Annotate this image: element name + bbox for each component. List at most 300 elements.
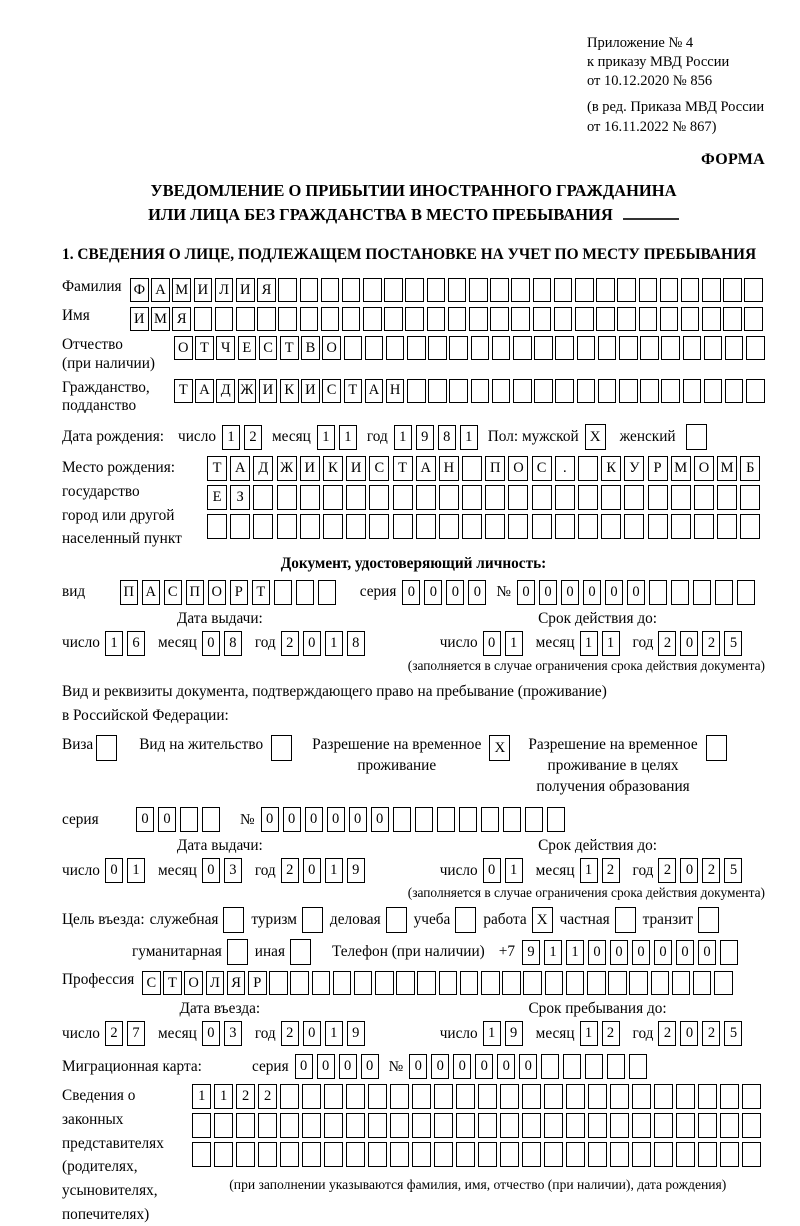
form-cell[interactable] (462, 456, 482, 481)
form-cell[interactable] (253, 485, 273, 510)
form-cell[interactable] (369, 485, 389, 510)
form-cell[interactable]: С (142, 971, 161, 995)
form-cell[interactable] (375, 971, 394, 995)
form-cell[interactable] (585, 1054, 603, 1079)
form-cell[interactable]: Р (648, 456, 668, 481)
form-cell[interactable] (575, 278, 594, 302)
form-cell[interactable]: 0 (468, 580, 486, 605)
form-cell[interactable]: М (717, 456, 737, 481)
form-cell[interactable] (500, 1113, 519, 1138)
form-cell[interactable]: 1 (214, 1084, 233, 1109)
form-cell[interactable] (714, 971, 733, 995)
form-cell[interactable] (416, 514, 436, 539)
form-cell[interactable] (547, 807, 565, 832)
form-cell[interactable] (629, 971, 648, 995)
form-cell[interactable] (439, 485, 459, 510)
form-cell[interactable] (434, 1142, 453, 1167)
form-cell[interactable]: 2 (658, 1021, 676, 1046)
form-cell[interactable]: 0 (431, 1054, 449, 1079)
form-cell[interactable] (541, 1054, 559, 1079)
form-cell[interactable] (300, 278, 319, 302)
form-cell[interactable] (578, 456, 598, 481)
form-cell[interactable]: Я (172, 307, 191, 331)
form-cell[interactable]: Т (163, 971, 182, 995)
form-cell[interactable]: Ж (238, 379, 257, 403)
form-cell[interactable]: 2 (281, 858, 299, 883)
form-cell[interactable] (744, 278, 763, 302)
form-cell[interactable]: 1 (339, 425, 357, 450)
form-cell[interactable]: 0 (632, 940, 650, 965)
form-cell[interactable] (390, 1113, 409, 1138)
form-cell[interactable] (502, 971, 521, 995)
form-cell[interactable]: П (186, 580, 204, 605)
form-cell[interactable]: 6 (127, 631, 145, 656)
form-cell[interactable] (462, 514, 482, 539)
private-checkbox[interactable] (615, 907, 636, 933)
form-cell[interactable]: 0 (349, 807, 367, 832)
form-cell[interactable] (393, 485, 413, 510)
form-cell[interactable] (610, 1113, 629, 1138)
form-cell[interactable] (427, 278, 446, 302)
form-cell[interactable] (344, 336, 363, 360)
form-cell[interactable] (671, 514, 691, 539)
form-cell[interactable] (490, 278, 509, 302)
form-cell[interactable] (500, 1084, 519, 1109)
form-cell[interactable] (566, 1084, 585, 1109)
form-cell[interactable]: Ж (277, 456, 297, 481)
form-cell[interactable] (720, 1142, 739, 1167)
form-cell[interactable] (428, 379, 447, 403)
form-cell[interactable] (456, 1084, 475, 1109)
form-cell[interactable] (416, 485, 436, 510)
form-cell[interactable] (469, 307, 488, 331)
form-cell[interactable] (407, 379, 426, 403)
form-cell[interactable] (617, 307, 636, 331)
form-cell[interactable] (744, 307, 763, 331)
form-cell[interactable] (490, 307, 509, 331)
form-cell[interactable]: Н (386, 379, 405, 403)
form-cell[interactable] (577, 379, 596, 403)
form-cell[interactable] (720, 1084, 739, 1109)
form-cell[interactable]: 0 (371, 807, 389, 832)
form-cell[interactable] (544, 1084, 563, 1109)
form-cell[interactable]: 0 (402, 580, 420, 605)
form-cell[interactable] (578, 514, 598, 539)
form-cell[interactable] (660, 307, 679, 331)
form-cell[interactable] (693, 971, 712, 995)
form-cell[interactable] (544, 1142, 563, 1167)
form-cell[interactable] (368, 1113, 387, 1138)
form-cell[interactable] (742, 1142, 761, 1167)
form-cell[interactable] (492, 379, 511, 403)
form-cell[interactable] (280, 1113, 299, 1138)
form-cell[interactable] (354, 971, 373, 995)
form-cell[interactable]: 0 (610, 940, 628, 965)
form-cell[interactable]: Т (393, 456, 413, 481)
form-cell[interactable] (740, 514, 760, 539)
form-cell[interactable]: С (322, 379, 341, 403)
form-cell[interactable]: О (174, 336, 193, 360)
form-cell[interactable]: П (485, 456, 505, 481)
form-cell[interactable] (333, 971, 352, 995)
form-cell[interactable] (342, 278, 361, 302)
form-cell[interactable] (534, 336, 553, 360)
form-cell[interactable] (342, 307, 361, 331)
form-cell[interactable] (503, 807, 521, 832)
form-cell[interactable] (544, 1113, 563, 1138)
form-cell[interactable]: 1 (222, 425, 240, 450)
form-cell[interactable] (427, 307, 446, 331)
form-cell[interactable] (698, 1084, 717, 1109)
form-cell[interactable]: З (230, 485, 250, 510)
form-cell[interactable] (555, 379, 574, 403)
form-cell[interactable]: 0 (605, 580, 623, 605)
form-cell[interactable]: 5 (724, 858, 742, 883)
form-cell[interactable] (742, 1084, 761, 1109)
tourism-checkbox[interactable] (302, 907, 323, 933)
form-cell[interactable] (296, 580, 314, 605)
form-cell[interactable] (715, 580, 733, 605)
study-checkbox[interactable] (455, 907, 476, 933)
form-cell[interactable]: 0 (317, 1054, 335, 1079)
form-cell[interactable] (566, 1113, 585, 1138)
form-cell[interactable] (321, 307, 340, 331)
form-cell[interactable] (671, 485, 691, 510)
form-cell[interactable]: 1 (566, 940, 584, 965)
form-cell[interactable] (492, 336, 511, 360)
form-cell[interactable]: 3 (224, 1021, 242, 1046)
form-cell[interactable] (694, 514, 714, 539)
form-cell[interactable]: 2 (602, 1021, 620, 1046)
form-cell[interactable]: 2 (702, 1021, 720, 1046)
form-cell[interactable] (405, 307, 424, 331)
form-cell[interactable] (648, 485, 668, 510)
form-cell[interactable]: С (369, 456, 389, 481)
form-cell[interactable] (478, 1142, 497, 1167)
form-cell[interactable]: 0 (202, 1021, 220, 1046)
form-cell[interactable] (649, 580, 667, 605)
form-cell[interactable] (651, 971, 670, 995)
form-cell[interactable] (274, 580, 292, 605)
form-cell[interactable] (300, 485, 320, 510)
form-cell[interactable] (522, 1142, 541, 1167)
form-cell[interactable]: 2 (281, 1021, 299, 1046)
form-cell[interactable]: 5 (724, 1021, 742, 1046)
form-cell[interactable]: 0 (303, 631, 321, 656)
form-cell[interactable]: Л (206, 971, 225, 995)
form-cell[interactable] (324, 1084, 343, 1109)
form-cell[interactable] (698, 1113, 717, 1138)
form-cell[interactable]: 0 (339, 1054, 357, 1079)
form-cell[interactable] (460, 971, 479, 995)
form-cell[interactable] (439, 971, 458, 995)
other-checkbox[interactable] (290, 939, 311, 965)
form-cell[interactable] (449, 379, 468, 403)
form-cell[interactable]: 2 (281, 631, 299, 656)
form-cell[interactable] (737, 580, 755, 605)
form-cell[interactable]: 9 (505, 1021, 523, 1046)
form-cell[interactable]: 2 (702, 858, 720, 883)
form-cell[interactable]: 0 (202, 631, 220, 656)
form-cell[interactable] (384, 307, 403, 331)
form-cell[interactable] (534, 379, 553, 403)
form-cell[interactable] (681, 278, 700, 302)
form-cell[interactable] (555, 485, 575, 510)
form-cell[interactable]: 0 (295, 1054, 313, 1079)
form-cell[interactable] (742, 1113, 761, 1138)
form-cell[interactable]: 8 (438, 425, 456, 450)
rvp-checkbox[interactable]: X (489, 735, 510, 761)
form-cell[interactable] (681, 307, 700, 331)
form-cell[interactable] (236, 307, 255, 331)
form-cell[interactable]: 0 (654, 940, 672, 965)
form-cell[interactable] (639, 278, 658, 302)
form-cell[interactable] (346, 1142, 365, 1167)
form-cell[interactable]: 8 (347, 631, 365, 656)
form-cell[interactable] (346, 514, 366, 539)
form-cell[interactable] (746, 336, 765, 360)
form-cell[interactable] (253, 514, 273, 539)
form-cell[interactable]: Т (252, 580, 270, 605)
form-cell[interactable]: 0 (483, 631, 501, 656)
form-cell[interactable] (346, 1084, 365, 1109)
form-cell[interactable] (302, 1084, 321, 1109)
form-cell[interactable] (462, 485, 482, 510)
form-cell[interactable] (323, 485, 343, 510)
form-cell[interactable] (192, 1113, 211, 1138)
form-cell[interactable] (365, 336, 384, 360)
form-cell[interactable] (746, 379, 765, 403)
form-cell[interactable]: 3 (224, 858, 242, 883)
form-cell[interactable] (723, 307, 742, 331)
form-cell[interactable]: Д (216, 379, 235, 403)
form-cell[interactable] (566, 971, 585, 995)
form-cell[interactable]: 0 (583, 580, 601, 605)
form-cell[interactable] (672, 971, 691, 995)
form-cell[interactable]: 1 (544, 940, 562, 965)
form-cell[interactable] (661, 336, 680, 360)
form-cell[interactable] (459, 807, 477, 832)
form-cell[interactable] (508, 485, 528, 510)
form-cell[interactable]: 0 (158, 807, 176, 832)
form-cell[interactable] (324, 1142, 343, 1167)
form-cell[interactable] (448, 307, 467, 331)
form-cell[interactable]: Т (280, 336, 299, 360)
form-cell[interactable]: А (365, 379, 384, 403)
form-cell[interactable] (485, 485, 505, 510)
form-cell[interactable] (513, 336, 532, 360)
form-cell[interactable] (610, 1084, 629, 1109)
form-cell[interactable] (207, 514, 227, 539)
form-cell[interactable] (508, 514, 528, 539)
form-cell[interactable] (312, 971, 331, 995)
form-cell[interactable]: 0 (327, 807, 345, 832)
form-cell[interactable]: Ч (216, 336, 235, 360)
form-cell[interactable]: 1 (580, 631, 598, 656)
form-cell[interactable] (717, 514, 737, 539)
form-cell[interactable] (363, 307, 382, 331)
form-cell[interactable] (511, 278, 530, 302)
form-cell[interactable]: 0 (305, 807, 323, 832)
form-cell[interactable]: 0 (627, 580, 645, 605)
form-cell[interactable] (236, 1142, 255, 1167)
form-cell[interactable] (554, 307, 573, 331)
form-cell[interactable]: 1 (105, 631, 123, 656)
form-cell[interactable] (323, 514, 343, 539)
humanitarian-checkbox[interactable] (227, 939, 248, 965)
form-cell[interactable] (230, 514, 250, 539)
form-cell[interactable] (577, 336, 596, 360)
form-cell[interactable]: И (236, 278, 255, 302)
form-cell[interactable] (523, 971, 542, 995)
form-cell[interactable] (346, 485, 366, 510)
visa-checkbox[interactable] (96, 735, 117, 761)
form-cell[interactable] (588, 1084, 607, 1109)
form-cell[interactable]: 1 (460, 425, 478, 450)
form-cell[interactable]: К (323, 456, 343, 481)
form-cell[interactable]: Д (253, 456, 273, 481)
form-cell[interactable] (720, 940, 738, 965)
form-cell[interactable]: С (259, 336, 278, 360)
form-cell[interactable] (555, 336, 574, 360)
form-cell[interactable] (449, 336, 468, 360)
form-cell[interactable]: 2 (702, 631, 720, 656)
form-cell[interactable]: 0 (303, 858, 321, 883)
form-cell[interactable] (563, 1054, 581, 1079)
form-cell[interactable]: 9 (347, 858, 365, 883)
form-cell[interactable] (554, 278, 573, 302)
form-cell[interactable]: 5 (724, 631, 742, 656)
form-cell[interactable]: О (322, 336, 341, 360)
form-cell[interactable] (192, 1142, 211, 1167)
form-cell[interactable] (640, 336, 659, 360)
form-cell[interactable] (532, 485, 552, 510)
form-cell[interactable] (456, 1113, 475, 1138)
form-cell[interactable] (702, 307, 721, 331)
form-cell[interactable] (511, 307, 530, 331)
form-cell[interactable]: О (694, 456, 714, 481)
form-cell[interactable]: 1 (394, 425, 412, 450)
form-cell[interactable] (393, 807, 411, 832)
form-cell[interactable]: 0 (483, 858, 501, 883)
form-cell[interactable] (258, 1142, 277, 1167)
form-cell[interactable]: 0 (680, 1021, 698, 1046)
form-cell[interactable] (194, 307, 213, 331)
form-cell[interactable] (300, 514, 320, 539)
form-cell[interactable] (566, 1142, 585, 1167)
form-cell[interactable] (448, 278, 467, 302)
rvp-edu-checkbox[interactable] (706, 735, 727, 761)
form-cell[interactable] (555, 514, 575, 539)
form-cell[interactable] (386, 336, 405, 360)
form-cell[interactable]: К (601, 456, 621, 481)
form-cell[interactable]: 1 (580, 1021, 598, 1046)
form-cell[interactable]: 2 (105, 1021, 123, 1046)
form-cell[interactable]: 0 (202, 858, 220, 883)
form-cell[interactable] (258, 1113, 277, 1138)
form-cell[interactable]: 0 (409, 1054, 427, 1079)
form-cell[interactable] (236, 1113, 255, 1138)
form-cell[interactable] (434, 1113, 453, 1138)
official-checkbox[interactable] (223, 907, 244, 933)
form-cell[interactable] (481, 807, 499, 832)
form-cell[interactable]: . (555, 456, 575, 481)
form-cell[interactable]: 1 (580, 858, 598, 883)
form-cell[interactable]: 0 (497, 1054, 515, 1079)
form-cell[interactable] (654, 1142, 673, 1167)
form-cell[interactable] (280, 1084, 299, 1109)
form-cell[interactable]: И (300, 456, 320, 481)
form-cell[interactable] (471, 336, 490, 360)
form-cell[interactable]: И (130, 307, 149, 331)
gender-female-checkbox[interactable] (686, 424, 707, 450)
form-cell[interactable] (277, 485, 297, 510)
form-cell[interactable] (363, 278, 382, 302)
form-cell[interactable] (587, 971, 606, 995)
form-cell[interactable]: 0 (136, 807, 154, 832)
form-cell[interactable] (277, 514, 297, 539)
form-cell[interactable]: 1 (483, 1021, 501, 1046)
form-cell[interactable] (318, 580, 336, 605)
form-cell[interactable]: 0 (680, 631, 698, 656)
residence-permit-checkbox[interactable] (271, 735, 292, 761)
form-cell[interactable] (601, 514, 621, 539)
form-cell[interactable]: С (164, 580, 182, 605)
form-cell[interactable] (434, 1084, 453, 1109)
form-cell[interactable] (302, 1113, 321, 1138)
form-cell[interactable] (640, 379, 659, 403)
form-cell[interactable] (717, 485, 737, 510)
form-cell[interactable]: К (280, 379, 299, 403)
form-cell[interactable] (202, 807, 220, 832)
form-cell[interactable]: 0 (105, 858, 123, 883)
form-cell[interactable]: 0 (561, 580, 579, 605)
form-cell[interactable]: 0 (680, 858, 698, 883)
form-cell[interactable] (280, 1142, 299, 1167)
form-cell[interactable] (513, 379, 532, 403)
form-cell[interactable] (624, 514, 644, 539)
form-cell[interactable] (500, 1142, 519, 1167)
form-cell[interactable] (384, 278, 403, 302)
form-cell[interactable]: 0 (517, 580, 535, 605)
form-cell[interactable] (683, 379, 702, 403)
form-cell[interactable] (639, 307, 658, 331)
form-cell[interactable] (456, 1142, 475, 1167)
form-cell[interactable] (610, 1142, 629, 1167)
form-cell[interactable] (704, 336, 723, 360)
business-checkbox[interactable] (386, 907, 407, 933)
form-cell[interactable] (471, 379, 490, 403)
form-cell[interactable]: 1 (192, 1084, 211, 1109)
form-cell[interactable] (290, 971, 309, 995)
form-cell[interactable]: М (151, 307, 170, 331)
form-cell[interactable]: Л (215, 278, 234, 302)
form-cell[interactable]: 9 (522, 940, 540, 965)
form-cell[interactable] (481, 971, 500, 995)
form-cell[interactable] (533, 278, 552, 302)
form-cell[interactable] (532, 514, 552, 539)
form-cell[interactable] (278, 307, 297, 331)
gender-male-checkbox[interactable]: X (585, 424, 606, 450)
form-cell[interactable]: 9 (416, 425, 434, 450)
form-cell[interactable] (598, 379, 617, 403)
form-cell[interactable] (412, 1113, 431, 1138)
form-cell[interactable] (702, 278, 721, 302)
form-cell[interactable]: Е (207, 485, 227, 510)
form-cell[interactable]: А (142, 580, 160, 605)
form-cell[interactable] (740, 485, 760, 510)
form-cell[interactable] (390, 1084, 409, 1109)
